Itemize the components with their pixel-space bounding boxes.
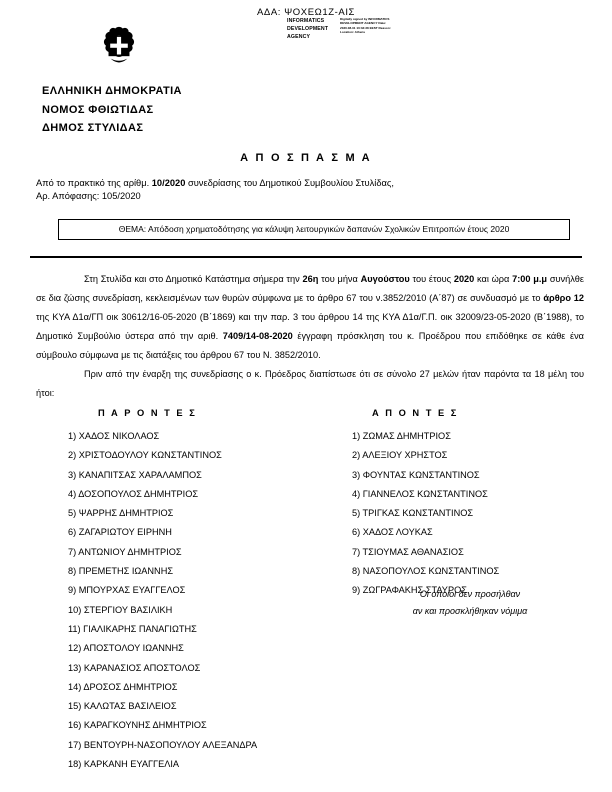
list-item: 10) ΣΤΕΡΓΙΟΥ ΒΑΣΙΛΙΚΗ — [68, 604, 173, 615]
minutes-prefix: Από το πρακτικό της αρίθμ. — [36, 178, 150, 188]
list-item: 15) ΚΑΛΩΤΑΣ ΒΑΣΙΛΕΙΟΣ — [68, 701, 177, 712]
stamp-agency-name: INFORMATICS DEVELOPMENT AGENCY — [287, 18, 329, 41]
list-item: 7) ΑΝΤΩΝΙΟΥ ΔΗΜΗΤΡΙΟΣ — [68, 546, 182, 557]
total-members-count: 27 — [419, 369, 430, 379]
p1-part-f: της ΚΥΑ Δ1α/ΓΠ οικ 30612/16-05-2020 (Β΄1869) και την παρ. 3 του άρθρου 14 της ΚΥΑ Δ1α/Γ.Π. οικ 32009/23-05-2020 (Β΄1988), το Δημοτικό Συμβούλιο ύστερα από την αριθ. — [36, 312, 584, 341]
present-members-count: 18 — [534, 369, 545, 379]
p2-part-b: μελών ήταν παρόντα τα — [433, 369, 532, 379]
ada-code: ΑΔΑ: ΨΟΧΕΩ1Ζ-ΑΙΣ — [256, 7, 356, 18]
list-item: 17) ΒΕΝΤΟΥΡΗ-ΝΑΣΟΠΟΥΛΟΥ ΑΛΕΞΑΝΔΡΑ — [68, 739, 258, 750]
authority-line-municipality: ΔΗΜΟΣ ΣΤΥΛΙΔΑΣ — [42, 122, 144, 134]
list-item: 4) ΔΟΣΟΠΟΥΛΟΣ ΔΗΜΗΤΡΙΟΣ — [68, 488, 199, 499]
absent-column-header: Α Π Ο Ν Τ Ε Σ — [372, 408, 459, 418]
p2-part-a: Πριν από την έναρξη της συνεδρίασης ο κ. Πρόεδρος διαπίστωσε ότι σε σύνολο — [84, 369, 417, 379]
present-members-list — [68, 427, 338, 774]
p1-part-g: έγγραφη πρόσκληση του κ. Προέδρου που επιδόθηκε σε κάθε ένα σύμβουλο σύμφωνα με τις διατάξεις του άρθρου 67 του Ν. 3852/2010. — [36, 331, 584, 360]
p1-part-d: και ώρα — [477, 274, 510, 284]
list-item: 3) ΚΑΝΑΠΙΤΣΑΣ ΧΑΡΑΛΑΜΠΟΣ — [68, 469, 202, 480]
list-item: 6) ΖΑΓΑΡΙΩΤΟΥ ΕΙΡΗΝΗ — [68, 527, 172, 538]
greek-coat-of-arms-icon — [98, 26, 140, 70]
list-item: 9) ΖΩΓΡΑΦΑΚΗΣ ΣΤΑΥΡΟΣ — [352, 585, 467, 596]
session-date: 26η — [302, 274, 319, 284]
list-item: 9) ΜΠΟΥΡΧΑΣ ΕΥΑΓΓΕΛΟΣ — [68, 585, 186, 596]
list-item: 1) ΖΩΜΑΣ ΔΗΜΗΤΡΙΟΣ — [352, 431, 451, 441]
list-item: 2) ΑΛΕΞΙΟΥ ΧΡΗΣΤΟΣ — [352, 450, 448, 461]
list-item: 5) ΨΑΡΡΗΣ ΔΗΜΗΤΡΙΟΣ — [68, 508, 174, 519]
horizontal-divider — [30, 256, 582, 258]
list-item: 6) ΧΑΔΟΣ ΛΟΥΚΑΣ — [352, 527, 433, 538]
invitation-number: 7409/14-08-2020 — [222, 331, 293, 341]
absent-members-list — [352, 427, 602, 601]
list-item: 18) ΚΑΡΚΑΝΗ ΕΥΑΓΓΕΛΙΑ — [68, 759, 180, 770]
subject-box: ΘΕΜΑ: Απόδοση χρηματοδότησης για κάλυψη λειτουργικών δαπανών Σχολικών Επιτροπών έτους 2020 — [58, 219, 570, 240]
decision-number: Αρ. Απόφασης: 105/2020 — [36, 191, 141, 201]
present-column-header: Π Α Ρ Ο Ν Τ Ε Σ — [98, 408, 197, 418]
issuing-authority — [42, 82, 182, 138]
session-month: Αυγούστου — [360, 274, 410, 284]
minutes-suffix: συνεδρίασης του Δημοτικού Συμβουλίου Στυλίδας, — [187, 178, 394, 188]
absent-note-line-2: αν και προσκλήθηκαν νόμιμα — [412, 606, 528, 616]
paragraph-session-details — [36, 270, 584, 365]
p1-part-b: του μήνα — [321, 274, 358, 284]
absent-note-line-1: Οι οποίοι δεν προσήλθαν — [419, 589, 521, 599]
list-item: 8) ΝΑΣΟΠΟΥΛΟΣ ΚΩΝΣΤΑΝΤΙΝΟΣ — [352, 566, 500, 577]
referenced-article: άρθρο 12 — [543, 293, 584, 303]
session-time: 7:00 μ.μ — [512, 274, 548, 284]
minutes-reference — [36, 176, 581, 191]
list-item: 11) ΓΙΑΛΙΚΑΡΗΣ ΠΑΝΑΓΙΩΤΗΣ — [68, 623, 197, 634]
list-item: 14) ΔΡΟΣΟΣ ΔΗΜΗΤΡΙΟΣ — [68, 681, 178, 692]
list-item: 12) ΑΠΟΣΤΟΛΟΥ ΙΩΑΝΝΗΣ — [68, 643, 184, 654]
p1-part-e: συνήλθε σε δια ζώσης συνεδρίαση, κεκλεισμένων των θυρών σύμφωνα με το άρθρο 67 του ν.3852/2010 (Α΄87) σε συνδυασμό με το — [36, 274, 585, 303]
absent-note — [345, 586, 595, 620]
minutes-number: 10/2020 — [151, 178, 186, 188]
authority-line-prefecture: ΝΟΜΟΣ ΦΘΙΩΤΙΔΑΣ — [42, 103, 154, 116]
paragraph-quorum — [36, 365, 584, 403]
list-item: 1) ΧΑΔΟΣ ΝΙΚΟΛΑΟΣ — [68, 431, 160, 441]
page-title: Α Π Ο Σ Π Α Σ Μ Α — [240, 152, 372, 164]
p1-part-c: του έτους — [412, 274, 452, 284]
list-item: 5) ΤΡΙΓΚΑΣ ΚΩΝΣΤΑΝΤΙΝΟΣ — [352, 508, 474, 519]
list-item: 4) ΓΙΑΝΝΕΛΟΣ ΚΩΝΣΤΑΝΤΙΝΟΣ — [352, 488, 488, 499]
p2-part-c: μέλη του ήτοι: — [36, 369, 585, 398]
body-text — [36, 270, 584, 403]
digital-signature-stamp — [287, 17, 399, 63]
list-item: 13) ΚΑΡΑΝΑΣΙΟΣ ΑΠΟΣΤΟΛΟΣ — [68, 662, 201, 673]
list-item: 3) ΦΟΥΝΤΑΣ ΚΩΝΣΤΑΝΤΙΝΟΣ — [352, 469, 480, 480]
list-item: 16) ΚΑΡΑΓΚΟΥΝΗΣ ΔΗΜΗΤΡΙΟΣ — [68, 720, 207, 731]
list-item: 2) ΧΡΙΣΤΟΔΟΥΛΟΥ ΚΩΝΣΤΑΝΤΙΝΟΣ — [68, 450, 222, 461]
stamp-signature-details: Digitally signed by INFORMATICS DEVELOPMENT AGENCY Date: 2020.08.31 10:34:38 EEST Reason: Location: Athens — [340, 17, 391, 35]
p1-part-a: Στη Στυλίδα και στο Δημοτικό Κατάστημα σήμερα την — [84, 274, 300, 284]
authority-line-country: ΕΛΛΗΝΙΚΗ ΔΗΜΟΚΡΑΤΙΑ — [42, 85, 182, 97]
list-item: 7) ΤΣΙΟΥΜΑΣ ΑΘΑΝΑΣΙΟΣ — [352, 546, 464, 557]
list-item: 8) ΠΡΕΜΕΤΗΣ ΙΩΑΝΝΗΣ — [68, 566, 174, 577]
session-year: 2020 — [453, 274, 475, 284]
